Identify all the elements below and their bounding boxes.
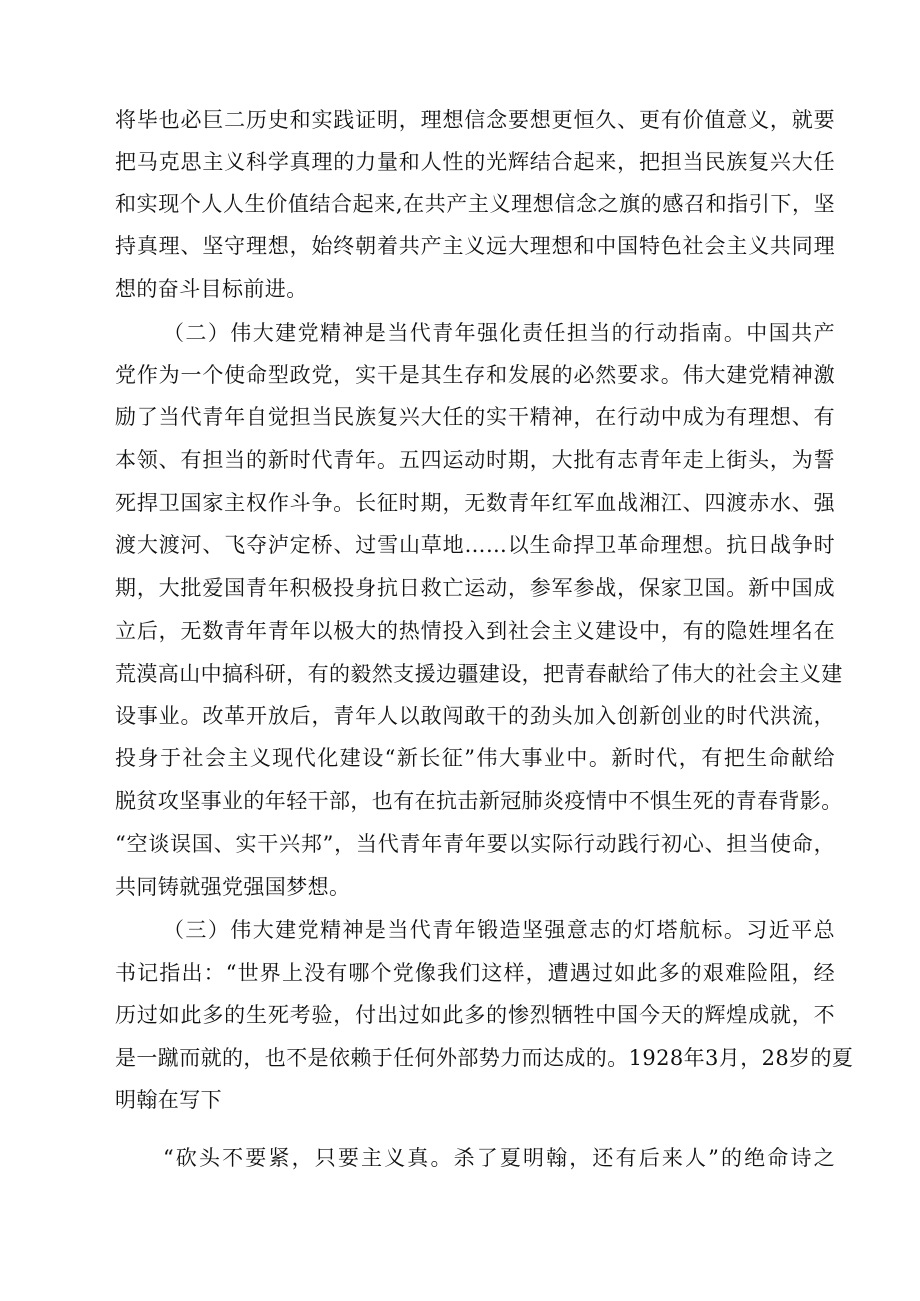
paragraph-2-line-4: 本领、有担当的新时代青年。五四运动时期，大批有志青年走上街头，为誓 — [115, 448, 835, 472]
paragraph-1-line-3: 和实现个人人生价值结合起来,在共产主义理想信念之旗的感召和指引下，坚 — [115, 192, 835, 216]
paragraph-2-line-12: 脱贫攻坚事业的年轻干部，也有在抗击新冠肺炎疫情中不惧生死的青春背影。 — [115, 789, 843, 813]
paragraph-3-line-4: 是一蹴而就的，也不是依赖于任何外部势力而达成的。1928年3月，28岁的夏 — [115, 1046, 854, 1070]
paragraph-3-line-2: 书记指出：“世界上没有哪个党像我们这样，遭遇过如此多的艰难险阻，经 — [115, 961, 835, 985]
paragraph-3-line-3: 历过如此多的生死考验，付出过如此多的惨烈牺牲中国今天的辉煌成就，不 — [115, 1003, 835, 1027]
paragraph-1-line-4: 持真理、坚守理想，始终朝着共产主义远大理想和中国特色社会主义共同理 — [115, 234, 835, 258]
paragraph-2-line-11: 投身于社会主义现代化建设“新长征”伟大事业中。新时代，有把生命献给 — [115, 746, 835, 770]
paragraph-2-line-5: 死捍卫国家主权作斗争。长征时期，无数青年红军血战湘江、四渡赤水、强 — [115, 491, 835, 515]
paragraph-2-line-9: 荒漠高山中搞科研，有的毅然支援边疆建设，把青春献给了伟大的社会主义建 — [115, 662, 843, 686]
paragraph-2-line-3: 励了当代青年自觉担当民族复兴大任的实干精神，在行动中成为有理想、有 — [115, 405, 835, 429]
paragraph-2-line-1: （二）伟大建党精神是当代青年强化责任担当的行动指南。中国共产 — [163, 321, 835, 345]
paragraph-1-line-1: 将毕也必巨二历史和实践证明，理想信念要想更恒久、更有价值意义，就要 — [115, 108, 835, 132]
paragraph-2-line-2: 党作为一个使命型政党，实干是其生存和发展的必然要求。伟大建党精神激 — [115, 363, 835, 387]
paragraph-4-line-1: “砍头不要紧，只要主义真。杀了夏明翰，还有后来人”的绝命诗之 — [163, 1146, 835, 1170]
paragraph-2-line-13: “空谈误国、实干兴邦”，当代青年青年要以实际行动践行初心、担当使命， — [115, 832, 835, 856]
paragraph-3-line-5: 明翰在写下 — [115, 1088, 222, 1112]
paragraph-3-line-1: （三）伟大建党精神是当代青年锻造坚强意志的灯塔航标。习近平总 — [163, 918, 835, 942]
paragraph-2-line-8: 立后，无数青年青年以极大的热情投入到社会主义建设中，有的隐姓埋名在 — [115, 619, 835, 643]
paragraph-1-line-2: 把马克思主义科学真理的力量和人性的光辉结合起来，把担当民族复兴大任 — [115, 150, 835, 174]
paragraph-2-line-10: 设事业。改革开放后，青年人以敢闯敢干的劲头加入创新创业的时代洪流， — [115, 704, 835, 728]
paragraph-2-line-7: 期，大批爱国青年积极投身抗日救亡运动，参军参战，保家卫国。新中国成 — [115, 576, 835, 600]
paragraph-2-line-6: 渡大渡河、飞夺泸定桥、过雪山草地……以生命捍卫革命理想。抗日战争时 — [115, 533, 835, 557]
paragraph-2-line-14: 共同铸就强党强国梦想。 — [115, 875, 351, 899]
paragraph-1-line-5: 想的奋斗目标前进。 — [115, 277, 308, 301]
